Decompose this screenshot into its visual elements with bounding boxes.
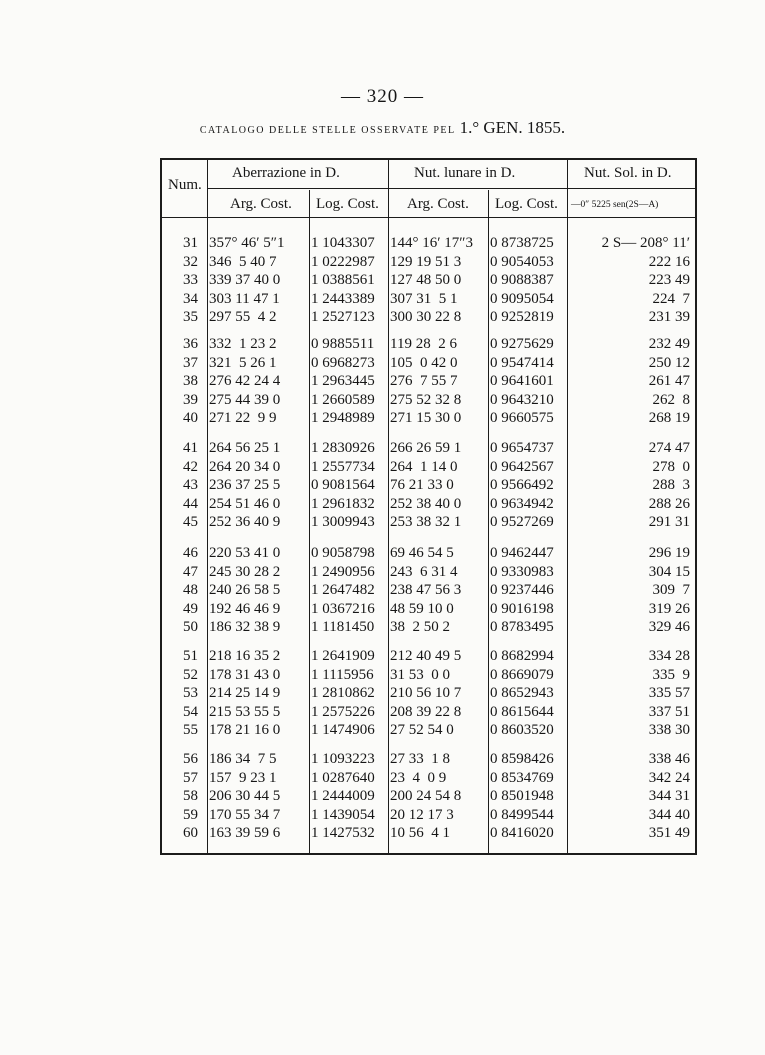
cell-arg1: 321 5 26 1 bbox=[209, 354, 277, 371]
cell-num: 35 bbox=[183, 309, 198, 326]
cell-sol: 337 51 bbox=[648, 703, 690, 720]
cell-arg1: 245 30 28 2 bbox=[209, 563, 281, 580]
cell-num: 60 bbox=[183, 825, 198, 842]
cell-log1: 1 0388561 bbox=[311, 272, 375, 289]
table-row bbox=[162, 647, 699, 666]
cell-log1: 0 9081564 bbox=[311, 477, 375, 494]
table-row bbox=[162, 618, 699, 637]
cell-sol: 268 19 bbox=[648, 410, 690, 427]
cell-num: 31 bbox=[183, 235, 198, 251]
cell-log1: 1 1115956 bbox=[311, 666, 374, 683]
table-row bbox=[162, 372, 699, 391]
cell-log2: 0 8598426 bbox=[490, 751, 554, 767]
cell-sol: 224 7 bbox=[652, 290, 690, 307]
cell-num: 55 bbox=[183, 722, 198, 739]
cell-num: 44 bbox=[183, 495, 198, 512]
rule-header-bottom bbox=[162, 217, 697, 218]
cell-log2: 0 9016198 bbox=[490, 600, 554, 617]
cell-log2: 0 9634942 bbox=[490, 495, 554, 512]
cell-arg2: 266 26 59 1 bbox=[390, 440, 462, 456]
cell-arg1: 220 53 41 0 bbox=[209, 545, 281, 561]
cell-log1: 1 2444009 bbox=[311, 788, 375, 805]
cell-arg2: 27 52 54 0 bbox=[390, 722, 454, 739]
cell-sol: 296 19 bbox=[648, 545, 690, 561]
cell-log1: 1 2948989 bbox=[311, 410, 375, 427]
cell-arg2: 31 53 0 0 bbox=[390, 666, 450, 683]
cell-arg2: 69 46 54 5 bbox=[390, 545, 454, 561]
cell-arg2: 208 39 22 8 bbox=[390, 703, 462, 720]
cell-arg1: 186 32 38 9 bbox=[209, 619, 281, 636]
cell-log2: 0 9547414 bbox=[490, 354, 554, 371]
cell-sol: 223 49 bbox=[648, 272, 690, 289]
cell-sol: 335 9 bbox=[652, 666, 690, 683]
cell-log2: 0 9654737 bbox=[490, 440, 554, 456]
cell-log1: 1 2443389 bbox=[311, 290, 375, 307]
table-row bbox=[162, 495, 699, 514]
cell-sol: 351 49 bbox=[648, 825, 690, 842]
cell-arg1: 264 56 25 1 bbox=[209, 440, 281, 456]
cell-arg2: 48 59 10 0 bbox=[390, 600, 454, 617]
cell-log1: 1 3009943 bbox=[311, 514, 375, 531]
cell-log2: 0 9252819 bbox=[490, 309, 554, 326]
cell-arg2: 20 12 17 3 bbox=[390, 806, 454, 823]
table-row bbox=[162, 703, 699, 722]
cell-arg1: 206 30 44 5 bbox=[209, 788, 281, 805]
cell-log1: 0 9885511 bbox=[311, 336, 375, 352]
cell-log2: 0 8499544 bbox=[490, 806, 554, 823]
cell-arg1: 275 44 39 0 bbox=[209, 391, 281, 408]
table-row bbox=[162, 544, 699, 563]
table-row bbox=[162, 271, 699, 290]
rule-header-split bbox=[207, 188, 697, 189]
cell-sol: 338 30 bbox=[648, 722, 690, 739]
cell-num: 33 bbox=[183, 272, 198, 289]
table-row bbox=[162, 290, 699, 309]
cell-log2: 0 8738725 bbox=[490, 235, 554, 251]
table-row bbox=[162, 787, 699, 806]
cell-arg1: 163 39 59 6 bbox=[209, 825, 281, 842]
cell-log1: 1 2575226 bbox=[311, 703, 375, 720]
cell-sol: 288 26 bbox=[648, 495, 690, 512]
table-row bbox=[162, 581, 699, 600]
cell-arg2: 243 6 31 4 bbox=[390, 563, 458, 580]
cell-log1: 1 2660589 bbox=[311, 391, 375, 408]
cell-arg2: 144° 16′ 17″3 bbox=[390, 235, 474, 251]
cell-num: 32 bbox=[183, 253, 198, 270]
cell-arg1: 170 55 34 7 bbox=[209, 806, 281, 823]
cell-arg2: 271 15 30 0 bbox=[390, 410, 462, 427]
cell-num: 41 bbox=[183, 440, 198, 456]
cell-log1: 1 2830926 bbox=[311, 440, 375, 456]
header-arg-cost-2: Arg. Cost. bbox=[407, 196, 469, 212]
cell-num: 51 bbox=[183, 648, 198, 664]
cell-arg1: 271 22 9 9 bbox=[209, 410, 277, 427]
cell-sol: 304 15 bbox=[648, 563, 690, 580]
cell-num: 46 bbox=[183, 545, 198, 561]
cell-num: 36 bbox=[183, 336, 198, 352]
cell-log1: 1 1427532 bbox=[311, 825, 375, 842]
catalog-title bbox=[0, 118, 765, 138]
cell-arg2: 264 1 14 0 bbox=[390, 458, 458, 475]
cell-num: 53 bbox=[183, 685, 198, 702]
cell-sol: 232 49 bbox=[648, 336, 690, 352]
cell-arg2: 38 2 50 2 bbox=[390, 619, 450, 636]
cell-sol: 291 31 bbox=[648, 514, 690, 531]
cell-log1: 1 2963445 bbox=[311, 373, 375, 390]
cell-log2: 0 9054053 bbox=[490, 253, 554, 270]
cell-arg1: 254 51 46 0 bbox=[209, 495, 281, 512]
cell-log2: 0 8682994 bbox=[490, 648, 554, 664]
table-row bbox=[162, 439, 699, 458]
cell-arg2: 23 4 0 9 bbox=[390, 769, 447, 786]
cell-log2: 0 9643210 bbox=[490, 391, 554, 408]
catalog-title-date: 1.° GEN. 1855. bbox=[459, 118, 566, 137]
row-group bbox=[162, 544, 699, 637]
table-row bbox=[162, 253, 699, 272]
header-sol-formula: —0″ 5225 sen(2S—A) bbox=[571, 200, 659, 210]
table-row bbox=[162, 391, 699, 410]
cell-sol: 329 46 bbox=[648, 619, 690, 636]
cell-log2: 0 8783495 bbox=[490, 619, 554, 636]
cell-log1: 1 2961832 bbox=[311, 495, 375, 512]
cell-num: 40 bbox=[183, 410, 198, 427]
cell-num: 52 bbox=[183, 666, 198, 683]
table-row bbox=[162, 721, 699, 740]
cell-log2: 0 9527269 bbox=[490, 514, 554, 531]
header-log-cost-2: Log. Cost. bbox=[495, 196, 558, 212]
cell-num: 59 bbox=[183, 806, 198, 823]
cell-arg2: 275 52 32 8 bbox=[390, 391, 462, 408]
cell-num: 42 bbox=[183, 458, 198, 475]
table-row bbox=[162, 684, 699, 703]
cell-log2: 0 9088387 bbox=[490, 272, 554, 289]
header-log-cost-1: Log. Cost. bbox=[316, 196, 379, 212]
cell-arg2: 210 56 10 7 bbox=[390, 685, 462, 702]
cell-sol: 335 57 bbox=[648, 685, 690, 702]
table-row bbox=[162, 354, 699, 373]
cell-log2: 0 9641601 bbox=[490, 373, 554, 390]
star-catalog-table bbox=[160, 158, 697, 855]
header-nut-lunare: Nut. lunare in D. bbox=[414, 165, 516, 181]
catalog-title-text: CATALOGO DELLE STELLE OSSERVATE PEL bbox=[199, 125, 456, 136]
table-row bbox=[162, 308, 699, 327]
cell-arg1: 297 55 4 2 bbox=[209, 309, 277, 326]
cell-sol: 262 8 bbox=[652, 391, 690, 408]
row-group bbox=[162, 647, 699, 740]
cell-num: 57 bbox=[183, 769, 198, 786]
cell-arg2: 105 0 42 0 bbox=[390, 354, 458, 371]
row-group bbox=[162, 335, 699, 428]
cell-arg2: 119 28 2 6 bbox=[390, 336, 457, 352]
cell-arg1: 157 9 23 1 bbox=[209, 769, 277, 786]
cell-log2: 0 8652943 bbox=[490, 685, 554, 702]
cell-arg1: 339 37 40 0 bbox=[209, 272, 281, 289]
table-row bbox=[162, 458, 699, 477]
cell-arg2: 238 47 56 3 bbox=[390, 582, 462, 599]
cell-log1: 1 1043307 bbox=[311, 235, 375, 251]
cell-arg2: 252 38 40 0 bbox=[390, 495, 462, 512]
cell-sol: 319 26 bbox=[648, 600, 690, 617]
cell-arg1: 214 25 14 9 bbox=[209, 685, 281, 702]
cell-num: 49 bbox=[183, 600, 198, 617]
cell-num: 54 bbox=[183, 703, 198, 720]
cell-sol: 309 7 bbox=[652, 582, 690, 599]
cell-arg1: 186 34 7 5 bbox=[209, 751, 277, 767]
table-row bbox=[162, 600, 699, 619]
row-group bbox=[162, 439, 699, 532]
cell-num: 50 bbox=[183, 619, 198, 636]
cell-arg1: 218 16 35 2 bbox=[209, 648, 281, 664]
cell-log1: 0 6968273 bbox=[311, 354, 375, 371]
cell-log1: 1 0367216 bbox=[311, 600, 375, 617]
table-row bbox=[162, 769, 699, 788]
table-row bbox=[162, 234, 699, 253]
cell-arg2: 276 7 55 7 bbox=[390, 373, 458, 390]
cell-arg2: 307 31 5 1 bbox=[390, 290, 458, 307]
cell-arg1: 192 46 46 9 bbox=[209, 600, 281, 617]
table-row bbox=[162, 409, 699, 428]
cell-log2: 0 9642567 bbox=[490, 458, 554, 475]
cell-arg2: 212 40 49 5 bbox=[390, 648, 462, 664]
table-row bbox=[162, 335, 699, 354]
cell-log1: 1 1474906 bbox=[311, 722, 375, 739]
table-row bbox=[162, 666, 699, 685]
table-row bbox=[162, 806, 699, 825]
cell-arg1: 332 1 23 2 bbox=[209, 336, 277, 352]
cell-sol: 278 0 bbox=[652, 458, 690, 475]
cell-log1: 1 1439054 bbox=[311, 806, 375, 823]
cell-sol: 288 3 bbox=[652, 477, 690, 494]
cell-log2: 0 9275629 bbox=[490, 336, 554, 352]
cell-num: 39 bbox=[183, 391, 198, 408]
cell-sol: 334 28 bbox=[648, 648, 690, 664]
cell-log2: 0 8534769 bbox=[490, 769, 554, 786]
cell-log2: 0 8669079 bbox=[490, 666, 554, 683]
cell-log1: 1 0287640 bbox=[311, 769, 375, 786]
cell-arg2: 253 38 32 1 bbox=[390, 514, 462, 531]
table-row bbox=[162, 563, 699, 582]
cell-arg1: 240 26 58 5 bbox=[209, 582, 281, 599]
cell-log1: 0 9058798 bbox=[311, 545, 375, 561]
cell-arg1: 178 31 43 0 bbox=[209, 666, 281, 683]
cell-num: 56 bbox=[183, 751, 198, 767]
cell-log2: 0 9237446 bbox=[490, 582, 554, 599]
cell-log2: 0 9330983 bbox=[490, 563, 554, 580]
cell-sol: 342 24 bbox=[648, 769, 690, 786]
cell-arg2: 127 48 50 0 bbox=[390, 272, 462, 289]
cell-arg2: 300 30 22 8 bbox=[390, 309, 462, 326]
cell-log1: 1 2647482 bbox=[311, 582, 375, 599]
cell-sol: 222 16 bbox=[648, 253, 690, 270]
cell-sol: 231 39 bbox=[648, 309, 690, 326]
cell-log2: 0 9095054 bbox=[490, 290, 554, 307]
cell-num: 38 bbox=[183, 373, 198, 390]
cell-log2: 0 9462447 bbox=[490, 545, 554, 561]
cell-num: 48 bbox=[183, 582, 198, 599]
cell-num: 34 bbox=[183, 290, 198, 307]
cell-arg1: 236 37 25 5 bbox=[209, 477, 281, 494]
table-row bbox=[162, 750, 699, 769]
page-number: — 320 — bbox=[341, 86, 424, 107]
cell-arg2: 129 19 51 3 bbox=[390, 253, 462, 270]
cell-arg1: 252 36 40 9 bbox=[209, 514, 281, 531]
cell-log1: 1 0222987 bbox=[311, 253, 375, 270]
cell-sol: 344 31 bbox=[648, 788, 690, 805]
cell-sol: 338 46 bbox=[648, 751, 690, 767]
header-nut-sol: Nut. Sol. in D. bbox=[584, 165, 672, 181]
cell-arg1: 276 42 24 4 bbox=[209, 373, 281, 390]
cell-arg1: 357° 46′ 5″1 bbox=[209, 235, 285, 251]
cell-arg1: 215 53 55 5 bbox=[209, 703, 281, 720]
cell-log2: 0 8416020 bbox=[490, 825, 554, 842]
cell-sol: 344 40 bbox=[648, 806, 690, 823]
cell-sol: 261 47 bbox=[648, 373, 690, 390]
cell-sol: 2 S— 208° 11′ bbox=[601, 235, 690, 251]
cell-num: 43 bbox=[183, 477, 198, 494]
cell-arg1: 178 21 16 0 bbox=[209, 722, 281, 739]
table-row bbox=[162, 476, 699, 495]
cell-arg1: 346 5 40 7 bbox=[209, 253, 277, 270]
cell-num: 37 bbox=[183, 354, 198, 371]
table-row bbox=[162, 824, 699, 843]
cell-log1: 1 2641909 bbox=[311, 648, 375, 664]
cell-arg2: 27 33 1 8 bbox=[390, 751, 450, 767]
cell-num: 45 bbox=[183, 514, 198, 531]
cell-log2: 0 9660575 bbox=[490, 410, 554, 427]
cell-log2: 0 8615644 bbox=[490, 703, 554, 720]
table-row bbox=[162, 513, 699, 532]
cell-arg2: 10 56 4 1 bbox=[390, 825, 450, 842]
cell-arg2: 76 21 33 0 bbox=[390, 477, 454, 494]
cell-log2: 0 9566492 bbox=[490, 477, 554, 494]
cell-log1: 1 2527123 bbox=[311, 309, 375, 326]
header-arg-cost-1: Arg. Cost. bbox=[230, 196, 292, 212]
row-group bbox=[162, 234, 699, 327]
cell-log1: 1 1093223 bbox=[311, 751, 375, 767]
header-num: Num. bbox=[168, 177, 202, 193]
cell-arg1: 303 11 47 1 bbox=[209, 290, 280, 307]
cell-log1: 1 2557734 bbox=[311, 458, 375, 475]
header-aberrazione: Aberrazione in D. bbox=[232, 165, 340, 181]
cell-num: 58 bbox=[183, 788, 198, 805]
cell-sol: 250 12 bbox=[648, 354, 690, 371]
cell-log1: 1 2490956 bbox=[311, 563, 375, 580]
cell-log1: 1 1181450 bbox=[311, 619, 375, 636]
cell-log2: 0 8501948 bbox=[490, 788, 554, 805]
cell-log2: 0 8603520 bbox=[490, 722, 554, 739]
cell-arg2: 200 24 54 8 bbox=[390, 788, 462, 805]
cell-arg1: 264 20 34 0 bbox=[209, 458, 281, 475]
cell-num: 47 bbox=[183, 563, 198, 580]
cell-sol: 274 47 bbox=[648, 440, 690, 456]
cell-log1: 1 2810862 bbox=[311, 685, 375, 702]
row-group bbox=[162, 750, 699, 843]
